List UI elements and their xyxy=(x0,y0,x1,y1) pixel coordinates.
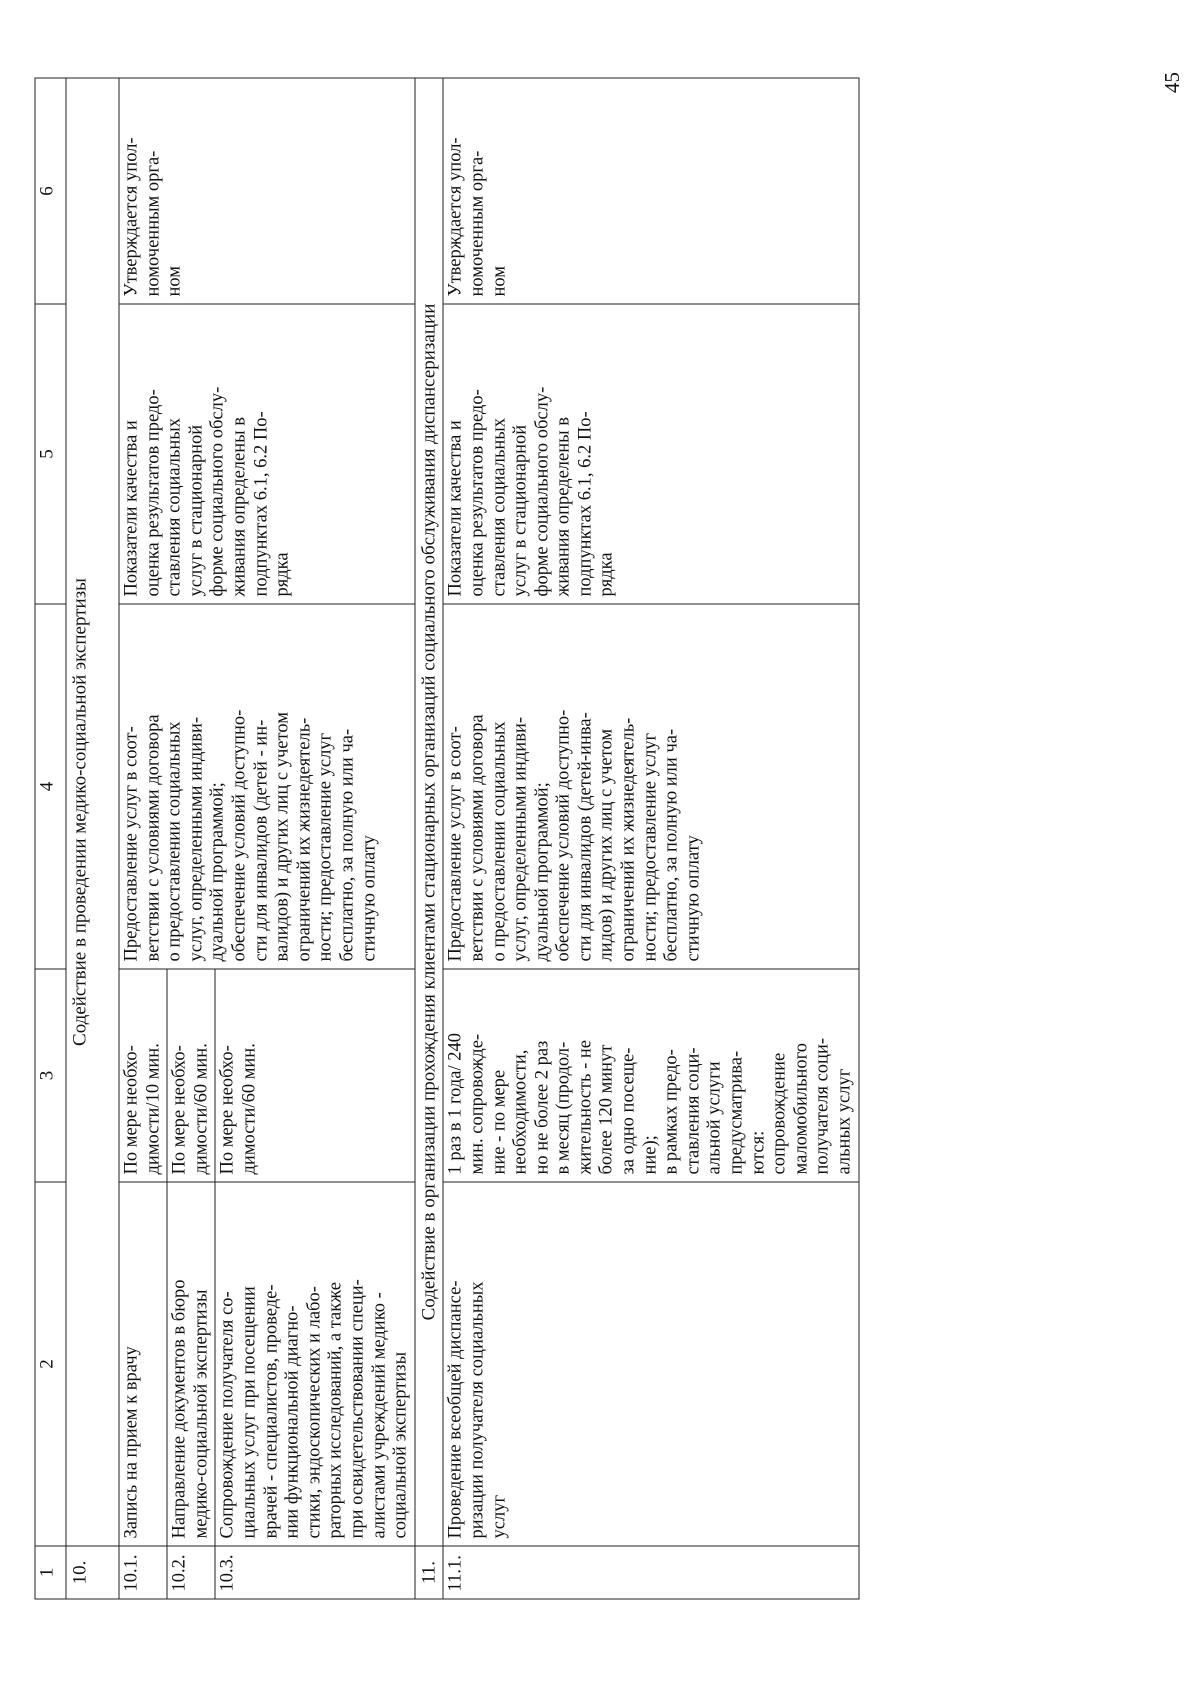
services-table xyxy=(35,78,860,1600)
header-row xyxy=(35,78,66,1599)
table-row-11-1 xyxy=(443,78,858,1599)
section-10-approval: Утверждается упол- номоченным орга- ном xyxy=(119,78,415,304)
table-row-10-1 xyxy=(119,78,167,1599)
section-10-number: 10. xyxy=(66,1546,119,1599)
row-10-3-number: 10.3. xyxy=(215,1546,414,1599)
header-col-6: 6 xyxy=(35,78,66,304)
row-10-1-service: Запись на прием к врачу xyxy=(119,1182,167,1546)
row-10-2-service: Направление документов в бюро медико-социальной экспертизы xyxy=(167,1182,215,1546)
row-11-1-service: Проведение всеобщей диспансе- ризации получателя социальных услуг xyxy=(443,1182,858,1546)
row-10-2-period: По мере необхо- димости/60 мин. xyxy=(167,969,215,1182)
section-10-row xyxy=(66,78,119,1599)
row-10-3-period: По мере необхо- димости/60 мин. xyxy=(215,969,414,1182)
header-col-1: 1 xyxy=(35,1546,66,1599)
row-11-1-quality: Показатели качества и оценка результатов предо- ставления социальных услуг в стационарной форме социального обслу- живания определены в подпунктах 6.1, 6.2 По- рядка xyxy=(443,304,858,604)
section-10-quality: Показатели качества и оценка результатов предо- ставления социальных услуг в стационарной форме социального обслу- живания определены в подпунктах 6.1, 6.2 По- рядка xyxy=(119,304,415,604)
header-col-2: 2 xyxy=(35,1182,66,1546)
section-11-title: Содействие в организации прохождения клиентами стационарных организаций социального обслуживания диспансеризации xyxy=(415,78,444,1546)
page-number: 45 xyxy=(1160,72,1184,93)
section-10-conditions: Предоставление услуг в соот- ветствии с условиями договора о предоставлении социальных услуг, определенными индиви- дуальной программой; обеспечение условий доступно- сти для инвалидов (детей - ин- валидов) и других лиц с учетом ограничений их жизнедеятель- ности; предоставление услуг бесплатно, за полную или ча- стичную оплату xyxy=(119,604,415,969)
row-10-3-service: Сопровождение получателя со- циальных услуг при посещении врачей - специалистов, проведе- нии функциональной диагно- стики, эндоскопических и лабо- раторных исследований, а также при освидетельствовании специ- алистами учреждений медико - социальной экспертизы xyxy=(215,1182,414,1546)
row-10-1-period: По мере необхо- димости/10 мин. xyxy=(119,969,167,1182)
section-11-number: 11. xyxy=(415,1546,444,1599)
row-11-1-approval: Утверждается упол- номоченным орга- ном xyxy=(443,78,858,304)
row-11-1-number: 11.1. xyxy=(443,1546,858,1599)
row-11-1-period: 1 раз в 1 года/ 240 мин. сопровожде- ние - по мере необходимости, но не более 2 раз в месяц (продол- жительность - не более 120 минут за одно посеще- ние); в рамках предо- ставления соци- альной услуги предусматрива- ются: сопровождение маломобильного получателя соци- альных услуг xyxy=(443,969,858,1182)
section-11-row xyxy=(415,78,444,1599)
header-col-4: 4 xyxy=(35,604,66,969)
rotated-table-container xyxy=(35,79,1165,1600)
section-10-title: Содействие в проведении медико-социальной экспертизы xyxy=(66,78,119,1546)
row-10-1-number: 10.1. xyxy=(119,1546,167,1599)
header-col-3: 3 xyxy=(35,969,66,1182)
header-col-5: 5 xyxy=(35,304,66,604)
row-10-2-number: 10.2. xyxy=(167,1546,215,1599)
row-11-1-conditions: Предоставление услуг в соот- ветствии с условиями договора о предоставлении социальных услуг, определенными индиви- дуальной программой; обеспечение условий доступно- сти для инвалидов (детей-инва- лидов) и других лиц с учетом ограничений их жизнедеятель- ности; предоставление услуг бесплатно, за полную или ча- стичную оплату xyxy=(443,604,858,969)
